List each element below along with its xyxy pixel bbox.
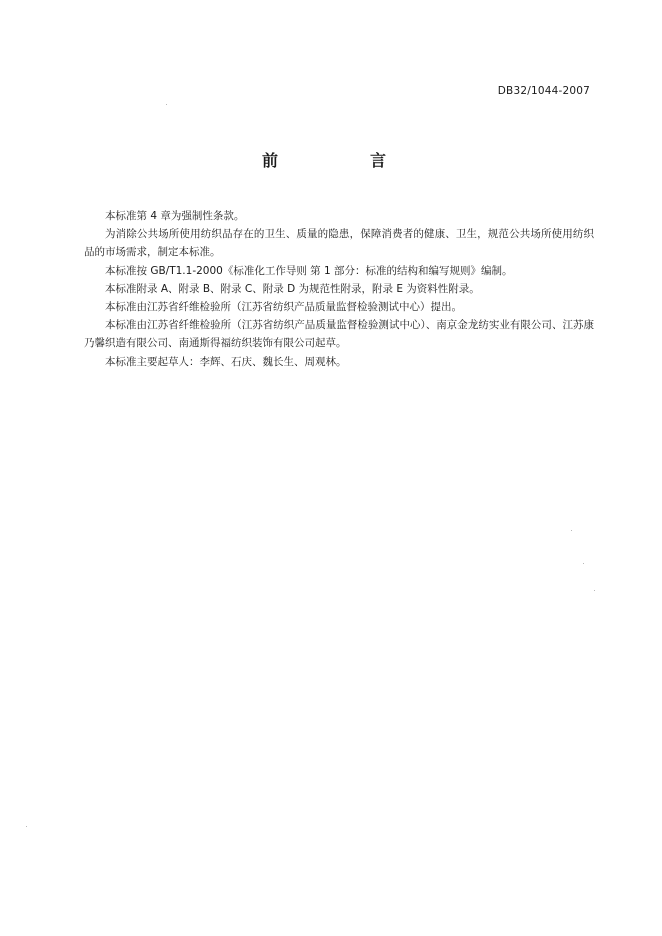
paragraph-mandatory-clause: 本标准第 4 章为强制性条款。 bbox=[105, 210, 245, 222]
scan-speck bbox=[26, 826, 27, 827]
paragraph-drafters: 本标准主要起草人：李辉、石庆、魏长生、周观林。 bbox=[105, 355, 347, 368]
scan-speck bbox=[166, 104, 167, 105]
document-code: DB32/1044-2007 bbox=[497, 85, 590, 97]
paragraph-drafting-units: 本标准由江苏省纤维检验所（江苏省纺织产品质量监督检验测试中心）、南京金龙纺实业有限公司、江苏康乃馨织造有限公司、南通斯得福纺织装饰有限公司起草。 bbox=[84, 319, 594, 350]
foreword-body bbox=[84, 207, 594, 371]
scan-speck bbox=[583, 563, 584, 564]
scan-speck bbox=[571, 530, 572, 531]
scan-speck bbox=[594, 590, 595, 591]
paragraph-drafting-rules: 本标准按 GB/T1.1-2000《标准化工作导则 第 1 部分：标准的结构和编写规则》编制。 bbox=[105, 264, 513, 277]
page-title: 前 言 bbox=[261, 151, 424, 170]
paragraph-proposer: 本标准由江苏省纤维检验所（江苏省纺织产品质量监督检验测试中心）提出。 bbox=[105, 301, 462, 314]
paragraph-purpose: 为消除公共场所使用纺织品存在的卫生、质量的隐患，保障消费者的健康、卫生，规范公共场所使用纺织品的市场需求，制定本标准。 bbox=[84, 228, 594, 259]
paragraph-annexes: 本标准附录 A、附录 B、附录 C、附录 D 为规范性附录，附录 E 为资料性附录。 bbox=[105, 282, 480, 295]
